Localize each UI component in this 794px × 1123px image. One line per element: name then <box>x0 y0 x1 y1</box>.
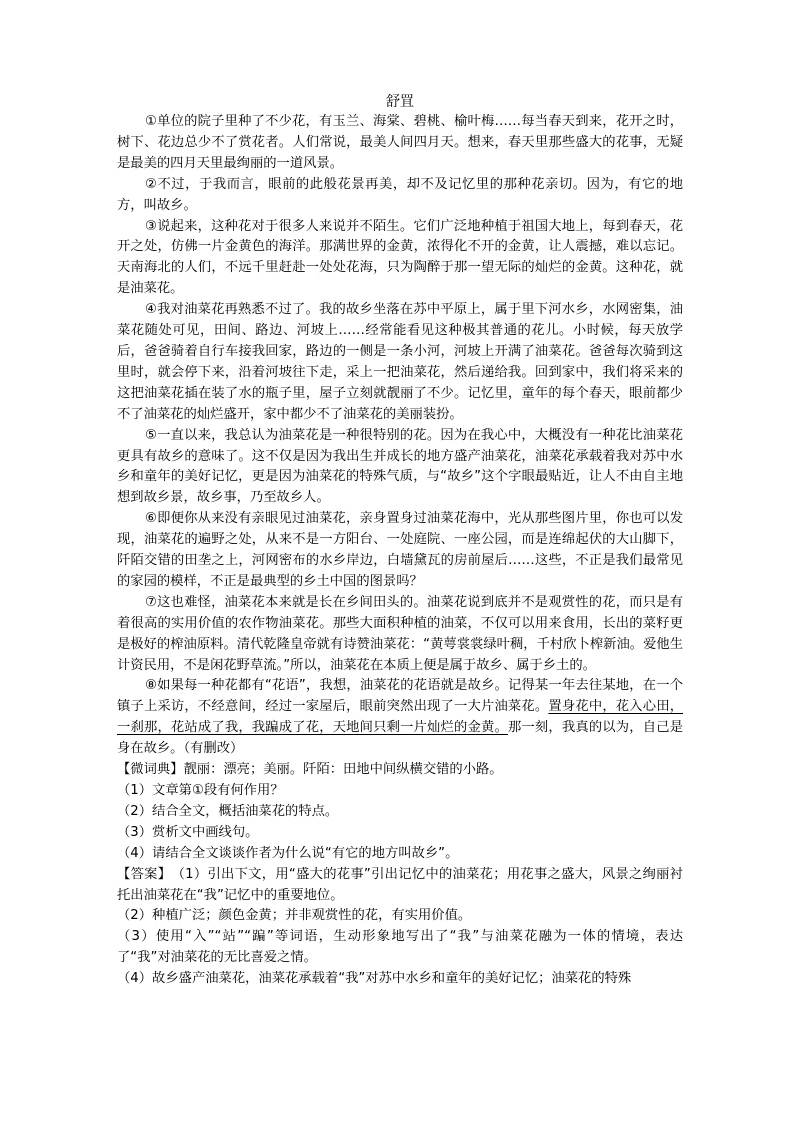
answer-2: （2）种植广泛；颜色金黄；并非观赏性的花，有实用价值。 <box>117 908 472 924</box>
question-2: （2）结合全文，概括油菜花的特点。 <box>117 803 339 819</box>
answer-1 <box>117 865 683 907</box>
paragraph-5: ⑤一直以来，我总认为油菜花是一种很特别的花。因为在我心中，大概没有一种花比油菜花更具有故乡的意味了。这不仅是因为我出生并成长的地方盛产油菜花，油菜花承载着我对苏中水乡和童年的美好记忆，更是因为油菜花的特殊气质，与“故乡”这个字眼最贴近，让人不由自主地想到故乡景，故乡事，乃至故乡人。 <box>117 427 683 506</box>
article-title: 舒罝 <box>386 94 414 110</box>
underlined-sentence: 置身花中，花入心田，一刹那，花站成了我，我蹁成了花，天地间只剩一片灿烂的金黄。 <box>117 699 684 736</box>
paragraph-2: ②不过，于我而言，眼前的此般花景再美，却不及记忆里的那种花亲切。因为，有它的地方，叫故乡。 <box>117 176 683 213</box>
paragraph-8-text-a: ⑧如果每一种花都有“花语”，我想，油菜花的花语就是故乡。记得某一年去往某地，在一个镇子上采访，不经意间，经过一家屋后，眼前突然出现了一大片油菜花。 <box>117 678 683 715</box>
paragraph-8-text-b: 那一刻，我真的以为，自己是身在故乡。（有删改） <box>117 720 684 757</box>
document-page <box>117 92 683 990</box>
question-4: （4）请结合全文谈谈作者为什么说“有它的地方叫故乡”。 <box>117 845 459 861</box>
answer-3: （3）使用“入”“站”“蹁”等词语，生动形象地写出了“我”与油菜花融为一体的情境，表达了“我”对油菜花的无比喜爱之情。 <box>117 929 683 966</box>
paragraph-3: ③说起来，这种花对于很多人来说并不陌生。它们广泛地种植于祖国大地上，每到春天，花开之处，仿佛一片金黄色的海洋。那满世界的金黄，浓得化不开的金黄，让人震撼，难以忘记。天南海北的人们，不远千里赶赴一处处花海，只为陶醉于那一望无际的灿烂的金黄。这种花，就是油菜花。 <box>117 218 683 297</box>
question-1: （1）文章第①段有何作用？ <box>117 783 284 798</box>
answer-label: 【答案】 <box>117 866 165 882</box>
glossary-label: 【微词典】 <box>117 762 184 778</box>
paragraph-7: ⑦这也难怪，油菜花本来就是长在乡间田头的。油菜花说到底并不是观赏性的花，而只是有着很高的实用价值的农作物油菜花。那些大面积种植的油菜，不仅可以用来食用，长出的菜籽更是极好的榨油原料。清代乾隆皇帝就有诗赞油菜花：“黄萼裳裳绿叶稠，千村欣卜榨新油。爱他生计资民用，不是闲花野草流。”所以，油菜花在本质上便是属于故乡、属于乡土的。 <box>117 594 683 673</box>
question-3: （3）赏析文中画线句。 <box>117 824 259 840</box>
paragraph-1: ①单位的院子里种了不少花，有玉兰、海棠、碧桃、榆叶梅……每当春天到来，花开之时，树下、花边总少不了赏花者。人们常说，最美人间四月天。想来，春天里那些盛大的花事，无疑是最美的四月天里最绚丽的一道风景。 <box>117 114 683 171</box>
glossary-text: 靓丽：漂亮；美丽。阡陌：田地中间纵横交错的小路。 <box>183 762 503 778</box>
glossary <box>117 760 683 781</box>
answer-4: （4）故乡盛产油菜花，油菜花承载着“我”对苏中水乡和童年的美好记忆；油菜花的特殊 <box>117 971 632 987</box>
paragraph-4: ④我对油菜花再熟悉不过了。我的故乡坐落在苏中平原上，属于里下河水乡，水网密集，油菜花随处可见，田间、路边、河坡上……经常能看见这种极其普通的花儿。小时候，每天放学后，爸爸骑着自行车接我回家，路边的一侧是一条小河，河坡上开满了油菜花。爸爸每次骑到这里时，就会停下来，沿着河坡往下走，采上一把油菜花，然后递给我。回到家中，我们将采来的这把油菜花插在装了水的瓶子里，屋子立刻就靓丽了不少。记忆里，童年的每个春天，眼前都少不了油菜花的灿烂盛开，家中都少不了油菜花的美丽装扮。 <box>117 302 683 422</box>
answer-1-text: （1）引出下文，用“盛大的花事”引出记忆中的油菜花；用花事之盛大，风景之绚丽衬托出油菜花在“我”记忆中的重要地位。 <box>117 866 683 903</box>
paragraph-6: ⑥即便你从来没有亲眼见过油菜花，亲身置身过油菜花海中，光从那些图片里，你也可以发现，油菜花的遍野之处，从来不是一方阳台、一处庭院、一座公园，而是连绵起伏的大山脚下，阡陌交错的田垄之上，河网密布的水乡岸边，白墙黛瓦的房前屋后……这些，不正是我们最常见的家园的模样，不正是最典型的乡土中国的图景吗？ <box>117 511 683 589</box>
paragraph-8 <box>117 676 683 760</box>
